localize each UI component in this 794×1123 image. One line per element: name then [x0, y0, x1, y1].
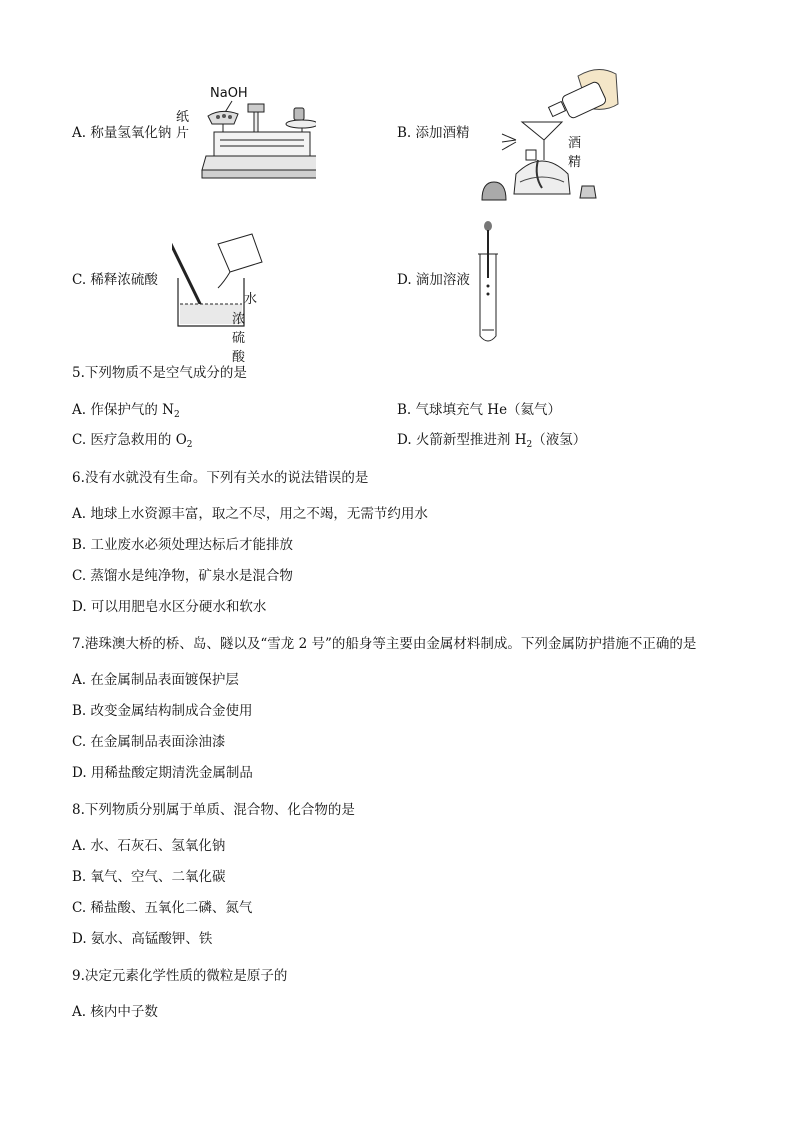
- q6-option-c: C. 蒸馏水是纯净物，矿泉水是混合物: [72, 568, 293, 584]
- q8-option-b: B. 氧气、空气、二氧化碳: [72, 869, 226, 885]
- q9-stem: 9.决定元素化学性质的微粒是原子的: [72, 968, 288, 984]
- q7-option-c: C. 在金属制品表面涂油漆: [72, 734, 226, 750]
- q5-option-b: B. 气球填充气 He（氦气）: [397, 402, 562, 418]
- water-label: 水: [244, 292, 258, 307]
- q8-option-d: D. 氨水、高锰酸钾、铁: [72, 931, 213, 947]
- q7-option-b: B. 改变金属结构制成合金使用: [72, 703, 253, 719]
- q5-option-a: A. 作保护气的 $N_2$: [72, 402, 180, 420]
- q5-option-c: C. 医疗急救用的 $O_2$: [72, 432, 193, 450]
- q6-stem: 6.没有水就没有生命。下列有关水的说法错误的是: [72, 470, 369, 486]
- alcohol-label: 酒精: [568, 136, 582, 170]
- q9-option-a: A. 核内中子数: [72, 1004, 158, 1020]
- q7-option-d: D. 用稀盐酸定期清洗金属制品: [72, 765, 253, 781]
- naoh-label: NaOH: [210, 86, 248, 101]
- dropper-figure: [476, 220, 506, 350]
- q4-option-b: B. 添加酒精: [397, 125, 470, 141]
- q5-option-d: D. 火箭新型推进剂 $H_2$（液氢）: [397, 432, 587, 450]
- alcohol-lamp-icon: [478, 64, 628, 208]
- dropper-icon: [476, 220, 506, 346]
- q6-option-a: A. 地球上水资源丰富，取之不尽，用之不竭，无需节约用水: [72, 506, 428, 522]
- q8-option-a: A. 水、石灰石、氢氧化钠: [72, 838, 226, 854]
- balance-icon: [176, 86, 316, 186]
- paper-label-2: 片: [176, 126, 190, 141]
- q6-option-d: D. 可以用肥皂水区分硬水和软水: [72, 599, 267, 615]
- q4-option-a: A. 称量氢氧化钠: [72, 125, 172, 141]
- q7-stem: 7.港珠澳大桥的桥、岛、隧以及“雪龙 2 号”的船身等主要由金属材料制成。下列金属防护措施不正确的是: [72, 636, 697, 652]
- acid-label: 浓硫酸: [232, 312, 246, 365]
- paper-label-1: 纸: [176, 110, 190, 125]
- q4-option-c: C. 稀释浓硫酸: [72, 272, 158, 288]
- q7-option-a: A. 在金属制品表面镀保护层: [72, 672, 239, 688]
- q8-stem: 8.下列物质分别属于单质、混合物、化合物的是: [72, 802, 355, 818]
- beaker-pour-icon: [172, 232, 282, 332]
- q4-option-d: D. 滴加溶液: [397, 272, 470, 288]
- q8-option-c: C. 稀盐酸、五氧化二磷、氮气: [72, 900, 253, 916]
- q5-stem: 5.下列物质不是空气成分的是: [72, 365, 247, 381]
- q6-option-b: B. 工业废水必须处理达标后才能排放: [72, 537, 294, 553]
